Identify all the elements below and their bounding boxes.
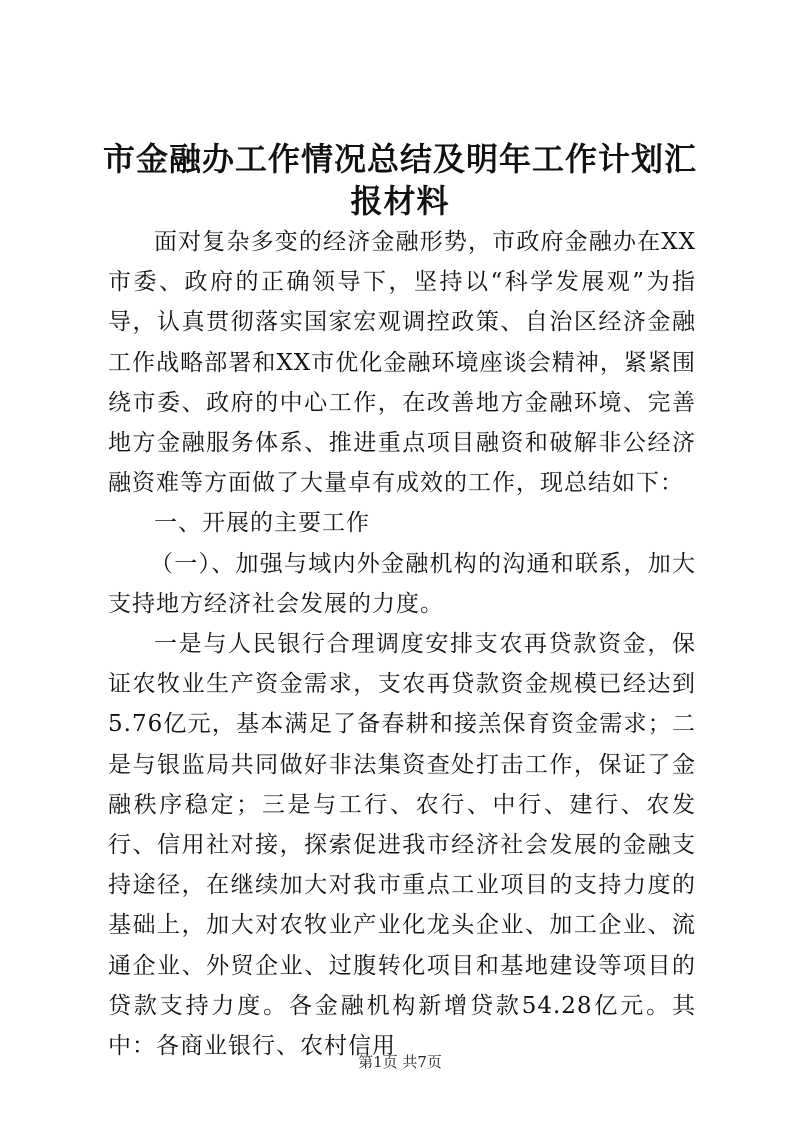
body-paragraph: 一是与人民银行合理调度安排支农再贷款资金，保证农牧业生产资金需求，支农再贷款资金规模已经达到5.76亿元，基本满足了备春耕和接羔保育资金需求；二是与银监局共同做好非法集资查处打击工作，保证了金融秩序稳定；三是与工行、农行、中行、建行、农发行、信用社对接，探索促进我市经济社会发展的金融支持途径，在继续加大对我市重点工业项目的支持力度的基础上，加大对农牧业产业化龙头企业、加工企业、流通企业、外贸企业、过腹转化项目和基地建设等项目的贷款支持力度。各金融机构新增贷款54.28亿元。其中：各商业银行、农村信用	[108, 631, 696, 1060]
document-body	[108, 222, 696, 1066]
intro-paragraph: 面对复杂多变的经济金融形势，市政府金融办在XX市委、政府的正确领导下，坚持以“科学发展观”为指导，认真贯彻落实国家宏观调控政策、自治区经济金融工作战略部署和XX市优化金融环境座谈会精神，紧紧围绕市委、政府的中心工作，在改善地方金融环境、完善地方金融服务体系、推进重点项目融资和破解非公经济融资难等方面做了大量卓有成效的工作，现总结如下：	[108, 229, 696, 497]
section-heading: 一、开展的主要工作	[154, 510, 370, 537]
subsection-heading: （一）、加强与域内外金融机构的沟通和联系，加大支持地方经济社会发展的力度。	[108, 550, 696, 617]
page-indicator: 第1页 共7页	[358, 1053, 442, 1071]
document-title: 市金融办工作情况总结及明年工作计划汇报材料	[102, 140, 697, 220]
